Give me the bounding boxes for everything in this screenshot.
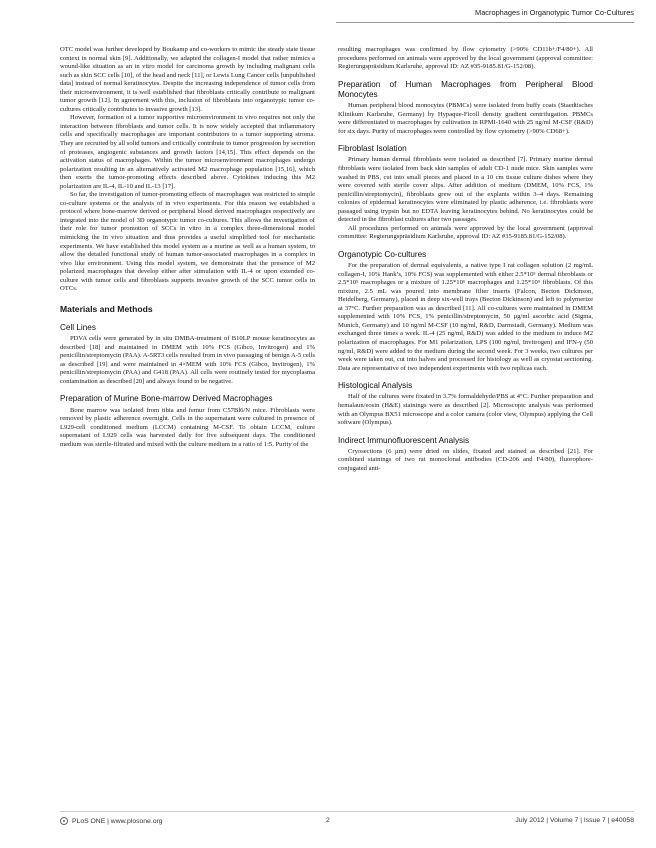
- paragraph: Primary human dermal fibroblasts were isolated as described [7]. Primary murine dermal fibroblasts were isolated from back skin samples of adult CD-1 nude mice. Skin samples were washed in PBS, cut into small pieces and placed in a 10 cm tissue culture dishes where they were covered with sterile cover slips. After addition of medium (DMEM, 10% FCS, 1% penicillin/streptomycin), fibroblasts grew out of the explants within 3–4 days. Remaining colonies of epidermal keratinocytes were eliminated by plastic adherence, i.e. fibroblasts were passaged using trypsin but no EDTA leaving keratinocytes behind. No keratinocytes could be detected in the fibroblast cultures after two passages.: [338, 156, 593, 224]
- subsection-heading-murine-macrophages: Preparation of Murine Bone-marrow Derived Macrophages: [60, 394, 273, 404]
- paragraph: However, formation of a tumor supportive microenvironment in vivo requires not only the interaction between fibroblasts and tumor cells. It is now widely accepted that inflammatory cells and specifically macrophages are important contributors to a tumor supporting stroma. They are recruited by all solid tumors and critically contribute to tumor progression by secretion of proteases, angiogenic substances and growth factors [14,15]. This effect depends on the activation status of macrophages. Within the tumor microenvironment macrophages undergo polarization resulting in an alternatively activated M2 macrophage population [15,16], which then exerts the tumor-promoting effects described above. Cytokines inducing this M2 polarization are IL-4, IL-10 and IL-13 [17].: [60, 114, 315, 190]
- header-rule: [336, 22, 634, 23]
- footer-journal-text: PLoS ONE | www.plosone.org: [72, 817, 163, 825]
- paragraph: PDVA cells were generated by in situ DMBA-treatment of B10LP mouse keratinocytes as described [18] and maintained in DMEM with 10% FCS (Gibco, Invitrogen) and 1% penicillin/streptomycin (PAA). A-5RT3 cells resulted from in vivo passaging of benign A-5 cells as described [19] and were maintained in 4×MEM with 10% FCS (Gibco, Invitrogen), 1% penicillin/streptomycin (PAA) and G418 (PAA). All cells were routinely tested for mycoplasma contamination as described [20] and always found to be negative.: [60, 335, 315, 385]
- running-head: Macrophages in Organotypic Tumor Co-Cultures: [475, 8, 634, 17]
- subsection-heading-histological: Histological Analysis: [338, 381, 413, 391]
- subsection-heading-cell-lines: Cell Lines: [60, 322, 96, 332]
- paragraph: resulting macrophages was confirmed by flow cytometry (>90% CD11b+/F4/80+). All procedures performed on animals were approved by the local government (approval committee: Regierungspräsidium Karlsruhe, approval ID: AZ #35-9185.81/G-152/08).: [338, 46, 593, 71]
- subsection-heading-human-macrophages: Preparation of Human Macrophages from Peripheral Blood Monocytes: [338, 79, 593, 99]
- page-number: 2: [326, 817, 330, 824]
- plos-logo-icon: [60, 817, 68, 825]
- paragraph: Bone marrow was isolated from tibia and femur from C57Bl6/N mice. Fibroblasts were removed by plastic adherence overnight. Cells in the supernatant were cultured in presence of L929-cell conditioned medium (LCCM) containing M-CSF. To obtain LCCM, culture supernatant of L929 cells was harvested daily for five subsequent days. The conditioned medium was sterile-filtrated and mixed with the culture medium in a ratio of 1:5. Purity of the: [60, 406, 315, 448]
- footer-journal: [60, 817, 163, 825]
- subsection-heading-organotypic: Organotypic Co-cultures: [338, 249, 427, 259]
- left-column: [60, 46, 315, 449]
- paragraph: Cryosections (6 µm) were dried on slides, fixated and stained as described [21]. For combined stainings of two rat monoclonal antibodies (CD-206 and F4/80), fluorophore-conjugated anti-: [338, 447, 593, 472]
- paragraph: For the preparation of dermal equivalents, a native type I rat collagen solution (2 mg/mL collagen-I, 10% Hank’s, 10% FCS) was supplemented with either 2.5*10⁵ dermal fibroblasts or 2.5*10⁵ macrophages or a mixture of 1.25*10⁵ macrophages and 1.25*10⁵ fibroblasts. Of this mixture, 2.5 mL was poured into membrane filter inserts (Falcon, Becton Dickinson, Heidelberg, Germany), placed in deep six-well trays (Becton Dickinson) and left to polymerize at 37°C. Further preparation was as described [11]. All co-cultures were maintained in DMEM supplemented with 10% FCS, 1% penicillin/streptomycin, 50 µg/ml ascorbic acid (Sigma, Munich, Germany) and 10 ng/ml M-CSF (10 ng/ml, R&D, Darmstadt, Germany). Medium was exchanged three times a week. IL-4 (25 ng/ml, R&D) was added to the medium to induce M2 polarization of macrophages. For M1 polarization, LPS (100 ng/ml, Invitrogen) and IFN-γ (50 ng/ml, R&D) were added to the medium during the second week. For 3 weeks, two cultures per week were taken out, cut into halves and processed for histology as well as cryostat sectioning. Data are representative of two independent experiments with two replicas each.: [338, 262, 593, 372]
- footer-rule: [60, 811, 634, 812]
- right-column: [338, 46, 593, 473]
- section-heading-methods: Materials and Methods: [60, 303, 153, 314]
- paragraph: All procedures performed on animals were approved by the local government (approval committee: Regierungspräsidium Karlsruhe, approval ID: AZ #35-9185.81/G-152/08).: [338, 224, 593, 241]
- paragraph: So far, the investigation of tumor-promoting effects of macrophages was restricted to simple co-culture systems or the analysis of in vivo experiments. For this reason we established a protocol where bone-marrow derived or peripheral blood derived macrophages respectively are integrated into the model of 3D organotypic tumor co-cultures. This allows the investigation of their role for tumor promotion of SCCs in vitro in a complex three-dimensional model mimicking the in vivo situation and thus provides a useful simplified tool for mechanistic experiments. We have established this model system as a murine as well as a human system, to allow the detailed functional study of human tumor-associated macrophages in a complex in vivo like environment. Using this model system, we demonstrate that the presence of M2 polarized macrophages that develop either after stimulation with IL-4 or upon extended co-culture with tumor cells and fibroblasts supports invasive growth of the SCC tumor cells in OTCs.: [60, 191, 315, 293]
- subsection-heading-immunofluorescent: Indirect Immunofluorescent Analysis: [338, 435, 470, 445]
- footer-issue: July 2012 | Volume 7 | Issue 7 | e40058: [515, 817, 634, 824]
- paragraph: Half of the cultures were fixated in 3.7% formaldehyde/PBS at 4°C. Further preparation and hemalaun/eosin (H&E) stainings were as described [2]. Microscopic analysis was performed with an Olympus BX51 microscope and a color camera (color view, Olympus) applying the Cell software (Olympus).: [338, 393, 593, 427]
- paragraph: Human peripheral blood monocytes (PBMCs) were isolated from buffy coats (Staedtisches Klinikum Karlsruhe, Germany) by Hypaque-Ficoll density gradient centrifugation. PBMCs were differentiated to macrophages by cultivation in RPMI-1640 with 25 ng/ml M-CSF (R&D) for six days. Purity of macrophages were controlled by flow cytometry (>90% CD68+).: [338, 102, 593, 135]
- subsection-heading-fibroblast-isolation: Fibroblast Isolation: [338, 144, 407, 154]
- paragraph: OTC model was further developed by Boukamp and co-workers to mimic the steady state tissue context in normal skin [9]. Additionally, we adapted the collagen-I model that rather mimics a wound-like situation as an in vitro model for carcinoma growth by including malignant cells such as skin SCC cells [10], of the head and neck [11], or Lewis Lung Cancer cells [unpublished data] instead of normal keratinocytes. Despite the increasing independence of tumor cells from their microenvironment, it is well established that fibroblasts critically contribute to malignant tumor growth [12]. In agreement with this, inclusion of fibroblasts into organotypic tumor co-cultures critically contributes to invasive growth [13].: [60, 46, 315, 113]
